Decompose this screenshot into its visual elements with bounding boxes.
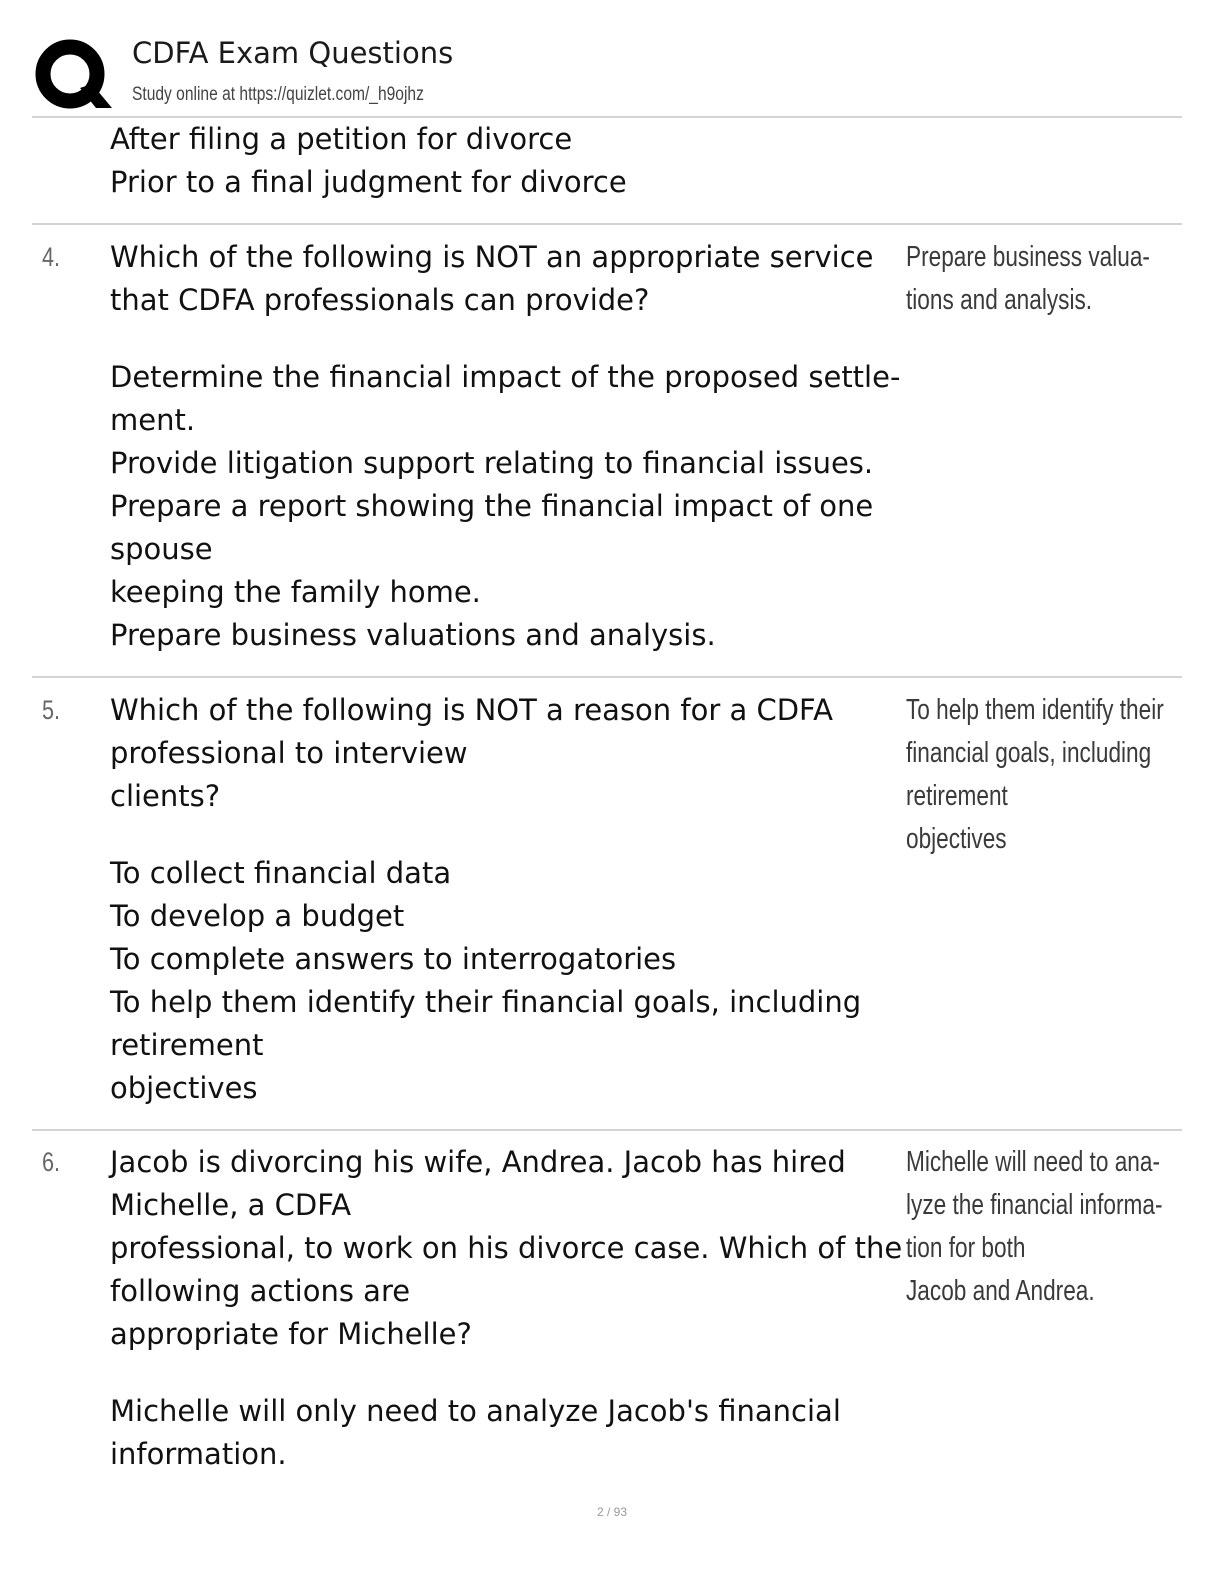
question-body: [110, 236, 900, 657]
question-line: professional to interview: [110, 736, 468, 770]
question-body: [110, 1141, 903, 1476]
answer-line: financial goals, including: [906, 737, 1152, 769]
continuation-options: [110, 118, 900, 204]
answer-text: [906, 236, 1206, 322]
question-line: that CDFA professionals can provide?: [110, 283, 650, 317]
option-line: Determine the financial impact of the proposed settle-: [110, 360, 901, 394]
page-number: 2 / 93: [596, 1505, 628, 1519]
card-divider: [32, 1129, 1182, 1131]
option-line: objectives: [110, 1071, 258, 1105]
answer-text: [906, 1141, 1206, 1313]
option-line: Prepare a report showing the financial impact of one: [110, 489, 874, 523]
option-line: information.: [110, 1437, 287, 1471]
card-divider: [32, 676, 1182, 678]
question-body: [110, 689, 900, 1110]
question-line: clients?: [110, 779, 221, 813]
option-line: ment.: [110, 403, 196, 437]
option-line: Prepare business valuations and analysis.: [110, 618, 716, 652]
option-line: retirement: [110, 1028, 264, 1062]
page-header: [32, 30, 1182, 116]
option-line: To complete answers to interrogatories: [110, 942, 677, 976]
option-line: keeping the family home.: [110, 575, 481, 609]
option-line: To collect financial data: [110, 856, 452, 890]
answer-text: [906, 689, 1206, 861]
question-line: Which of the following is NOT a reason for a CDFA: [110, 693, 833, 727]
quizlet-logo-icon: [34, 36, 112, 114]
answer-line: retirement: [906, 780, 1008, 812]
option-line: After filing a petition for divorce: [110, 122, 573, 156]
answer-line: Michelle will need to ana-: [906, 1146, 1160, 1178]
option-line: Provide litigation support relating to financial issues.: [110, 446, 874, 480]
question-line: appropriate for Michelle?: [110, 1317, 472, 1351]
spacer: [110, 322, 900, 356]
option-line: Prior to a final judgment for divorce: [110, 165, 627, 199]
document-title: CDFA Exam Questions: [132, 36, 454, 70]
option-line: spouse: [110, 532, 213, 566]
answer-line: objectives: [906, 823, 1007, 855]
question-number: 4.: [42, 242, 61, 272]
answer-line: lyze the financial informa-: [906, 1189, 1163, 1221]
card-divider: [32, 223, 1182, 225]
option-line: To develop a budget: [110, 899, 405, 933]
option-line: To help them identify their financial goals, including: [110, 985, 862, 1019]
answer-line: To help them identify their: [906, 694, 1164, 726]
spacer: [110, 1356, 900, 1390]
question-line: professional, to work on his divorce case. Which of the: [110, 1231, 903, 1265]
answer-line: tion for both: [906, 1232, 1026, 1264]
study-link[interactable]: Study online at https://quizlet.com/_h9ojhz: [132, 84, 424, 105]
option-line: Michelle will only need to analyze Jacob's financial: [110, 1394, 841, 1428]
answer-line: tions and analysis.: [906, 284, 1093, 316]
question-number: 6.: [42, 1147, 61, 1177]
question-number: 5.: [42, 695, 61, 725]
question-line: Which of the following is NOT an appropriate service: [110, 240, 874, 274]
question-line: following actions are: [110, 1274, 411, 1308]
answer-line: Prepare business valua-: [906, 241, 1150, 273]
question-line: Michelle, a CDFA: [110, 1188, 352, 1222]
answer-line: Jacob and Andrea.: [906, 1275, 1095, 1307]
question-line: Jacob is divorcing his wife, Andrea. Jacob has hired: [110, 1145, 846, 1179]
spacer: [110, 818, 900, 852]
